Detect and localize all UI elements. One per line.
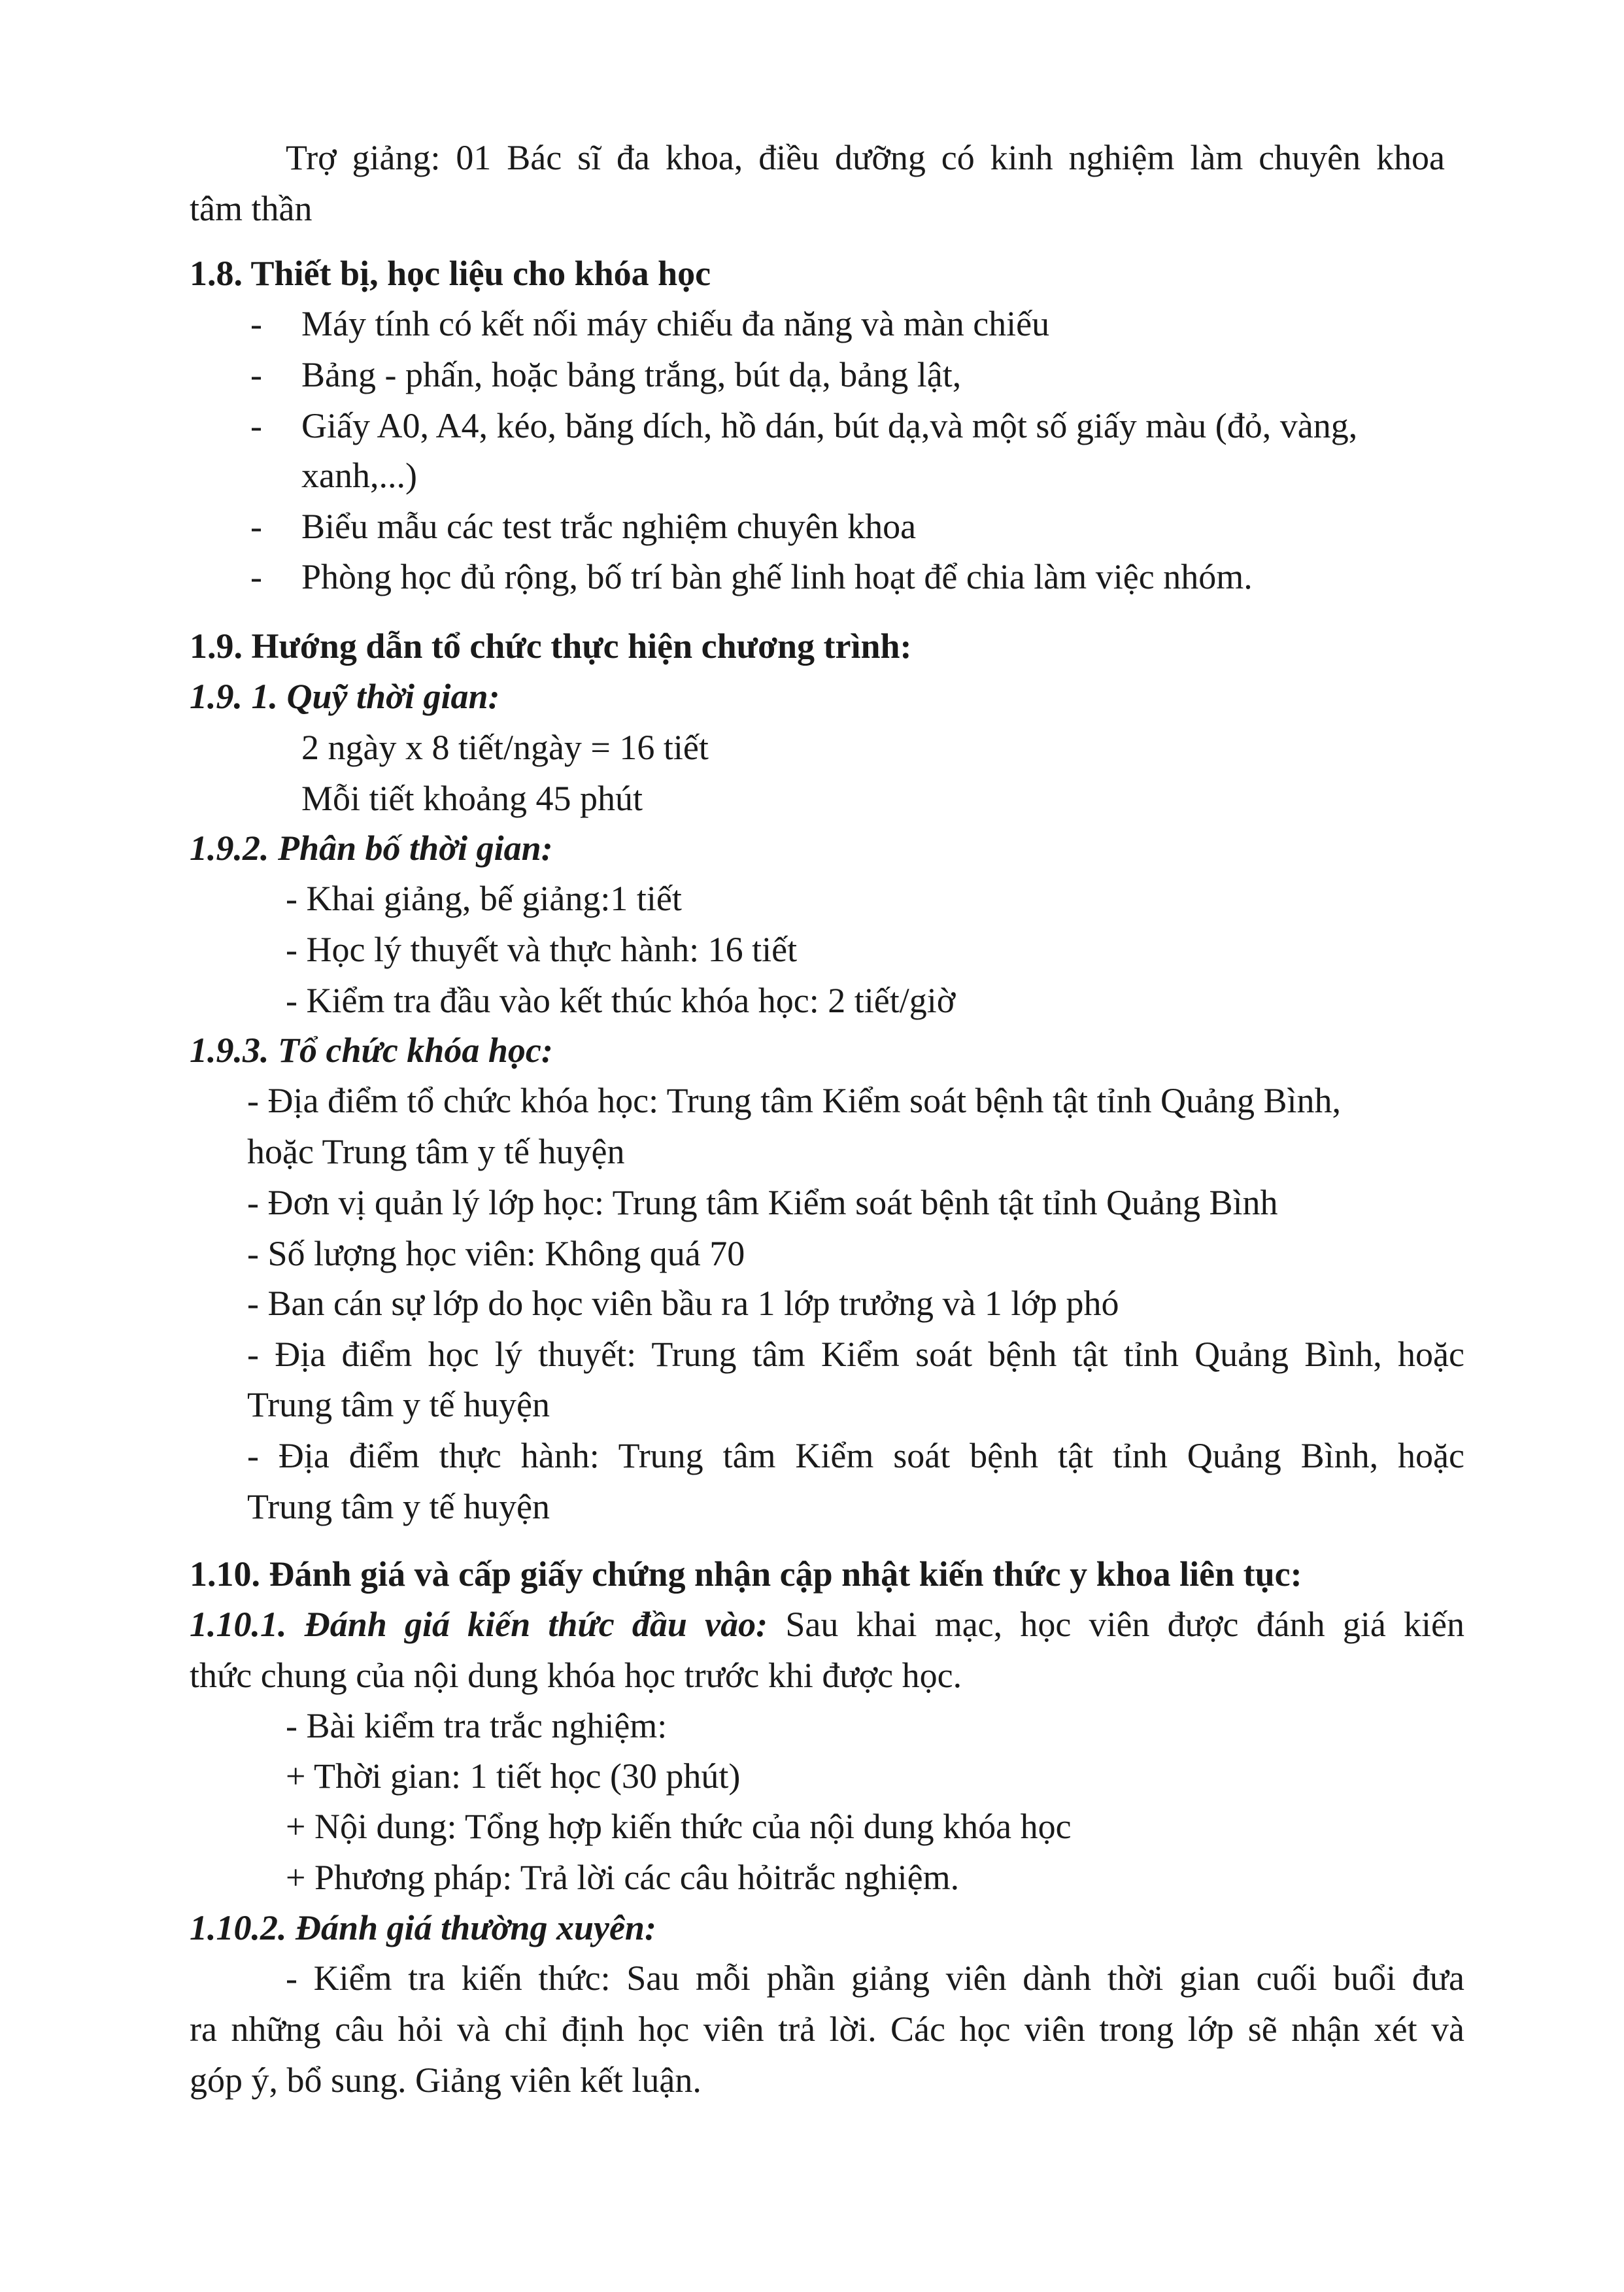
entry-test-line: - Bài kiểm tra trắc nghiệm:: [286, 1706, 668, 1745]
equipment-item: - Biểu mẫu các test trắc nghiệm chuyên khoa: [250, 507, 917, 546]
course-org-line: - Số lượng học viên: Không quá 70: [247, 1234, 745, 1273]
equipment-item: - Phòng học đủ rộng, bố trí bàn ghế linh hoạt để chia làm việc nhóm.: [250, 557, 1253, 596]
course-org-line: - Địa điểm thực hành: Trung tâm Kiểm soát bệnh tật tỉnh Quảng Bình, hoặc: [247, 1436, 1464, 1475]
regular-assessment-line: ra những câu hỏi và chỉ định học viên trả lời. Các học viên trong lớp sẽ nhận xét và: [190, 2010, 1464, 2049]
time-allocation-line: - Kiểm tra đầu vào kết thúc khóa học: 2 tiết/giờ: [286, 981, 956, 1020]
time-budget-line: 2 ngày x 8 tiết/ngày = 16 tiết: [301, 728, 709, 767]
equipment-item: - Máy tính có kết nối máy chiếu đa năng và màn chiếu: [250, 304, 1050, 343]
regular-assessment-line: góp ý, bổ sung. Giảng viên kết luận.: [190, 2061, 702, 2100]
course-org-line: hoặc Trung tâm y tế huyện: [247, 1132, 625, 1171]
course-org-line: - Đơn vị quản lý lớp học: Trung tâm Kiểm soát bệnh tật tỉnh Quảng Bình: [247, 1183, 1278, 1222]
section-1-10-heading: 1.10. Đánh giá và cấp giấy chứng nhận cập nhật kiến thức y khoa liên tục:: [190, 1554, 1302, 1594]
time-allocation-line: - Học lý thuyết và thực hành: 16 tiết: [286, 930, 798, 969]
section-1-10-1-paragraph: 1.10.1. Đánh giá kiến thức đầu vào: Sau khai mạc, học viên được đánh giá kiến: [190, 1605, 1464, 1644]
course-org-line: - Ban cán sự lớp do học viên bầu ra 1 lớp trưởng và 1 lớp phó: [247, 1284, 1119, 1323]
regular-assessment-line: - Kiểm tra kiến thức: Sau mỗi phần giảng viên dành thời gian cuối buổi đưa: [286, 1958, 1464, 1998]
equipment-item: - Giấy A0, A4, kéo, băng dích, hồ dán, bút dạ,và một số giấy màu (đỏ, vàng,: [250, 406, 1358, 445]
time-allocation-line: - Khai giảng, bế giảng:1 tiết: [286, 879, 682, 918]
section-1-9-2-heading: 1.9.2. Phân bố thời gian:: [190, 829, 553, 868]
course-org-line: Trung tâm y tế huyện: [247, 1385, 550, 1424]
section-1-9-heading: 1.9. Hướng dẫn tổ chức thực hiện chương trình:: [190, 626, 912, 666]
intro-line-2: tâm thần: [190, 189, 313, 228]
section-1-9-1-heading: 1.9. 1. Quỹ thời gian:: [190, 677, 500, 716]
section-1-9-3-heading: 1.9.3. Tổ chức khóa học:: [190, 1031, 553, 1070]
equipment-item: - Bảng - phấn, hoặc bảng trắng, bút dạ, bảng lật,: [250, 355, 962, 394]
intro-line-1: Trợ giảng: 01 Bác sĩ đa khoa, điều dưỡng có kinh nghiệm làm chuyên khoa: [286, 138, 1445, 177]
entry-test-line: + Nội dung: Tổng hợp kiến thức của nội dung khóa học: [286, 1807, 1072, 1846]
section-1-8-heading: 1.8. Thiết bị, học liệu cho khóa học: [190, 254, 711, 293]
course-org-line: - Địa điểm học lý thuyết: Trung tâm Kiểm soát bệnh tật tỉnh Quảng Bình, hoặc: [247, 1335, 1464, 1374]
entry-test-line: + Thời gian: 1 tiết học (30 phút): [286, 1756, 741, 1796]
course-org-line: - Địa điểm tổ chức khóa học: Trung tâm Kiểm soát bệnh tật tỉnh Quảng Bình,: [247, 1081, 1342, 1120]
entry-test-line: + Phương pháp: Trả lời các câu hỏitrắc nghiệm.: [286, 1858, 960, 1897]
section-1-10-1-line-2: thức chung của nội dung khóa học trước khi được học.: [190, 1656, 962, 1695]
equipment-item-continuation: xanh,...): [301, 456, 417, 495]
section-1-10-1-heading: 1.10.1. Đánh giá kiến thức đầu vào:: [190, 1605, 768, 1644]
section-1-10-2-heading: 1.10.2. Đánh giá thường xuyên:: [190, 1908, 656, 1947]
time-budget-line: Mỗi tiết khoảng 45 phút: [301, 779, 643, 818]
course-org-line: Trung tâm y tế huyện: [247, 1487, 550, 1526]
